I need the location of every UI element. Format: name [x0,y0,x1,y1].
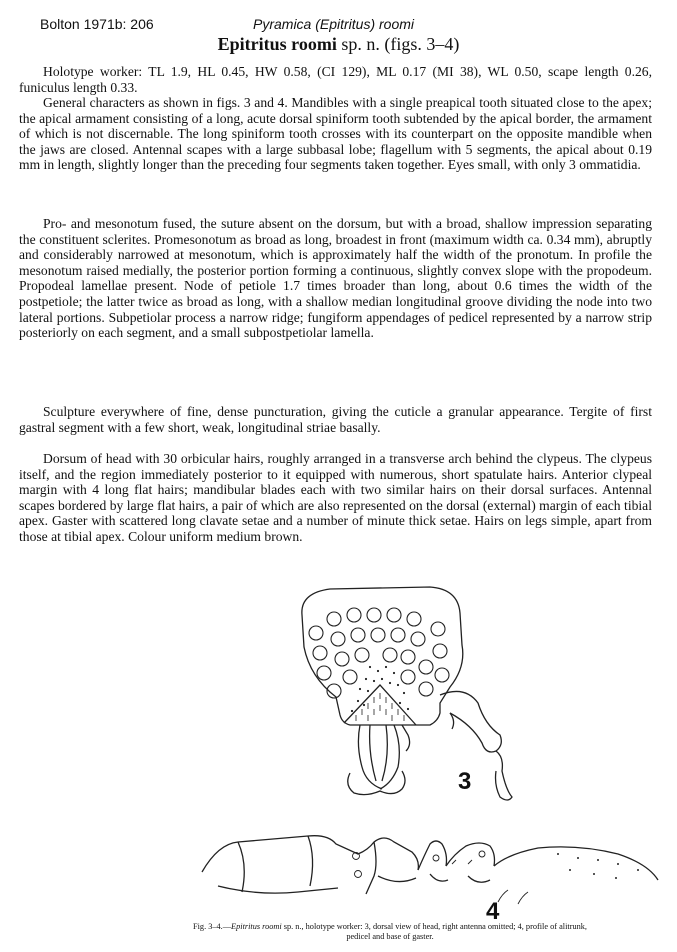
figure-4-alitrunk-drawing [198,814,666,914]
figure-4-label: 4 [486,898,500,925]
figure-caption [180,922,600,941]
citation-header: Bolton 1971b: 206 [40,16,154,32]
caption-prefix: Fig. 3–4.— [193,922,232,931]
figure-3-label: 3 [458,768,472,795]
species-title-rest: sp. n. (figs. 3–4) [336,34,460,54]
caption-species: Epitritus roomi [231,922,282,931]
species-name: Epitritus roomi [217,34,337,54]
paragraph-pilosity: Dorsum of head with 30 orbicular hairs, roughly arranged in a transverse arch behind the clypeus. The clypeus itself, and the region immediately posterior to it equipped with numerous, short spatulate hairs. Anterior clypeal margin with 4 long flat hairs; mandibular blades each with two similar hairs on their dorsal surfaces. Antennal scapes bordered by large flat hairs, a pair of which are also represented on the dorsal (external) margin of each tibial apex. Gaster with scattered long clavate setae and a number of minute thick setae. Hairs on legs simple, apart from those at tibial apex. Colour uniform medium brown. [19,451,652,544]
figure-3-head-drawing [290,585,530,805]
paragraph-sculpture: Sculpture everywhere of fine, dense puncturation, giving the cuticle a granular appearance. Tergite of first gastral segment with a few short, weak, longitudinal striae basally. [19,404,652,435]
species-title [0,34,677,55]
taxon-header: Pyramica (Epitritus) roomi [253,16,415,32]
paragraph-general: General characters as shown in figs. 3 and 4. Mandibles with a single preapical tooth situated close to the apex; the apical armament consisting of a long, acute dorsal spiniform tooth subtended by the apical border, the armament of which is not discernable. The long spiniform tooth crosses with its counterpart on the opposite mandible when the jaws are closed. Antennal scapes with a large subbasal lobe; flagellum with 5 segments, the apical about 0.19 mm in length, slightly longer than the preceding four segments taken together. Eyes small, with only 3 ommatidia. [19,95,652,173]
caption-text: sp. n., holotype worker: 3, dorsal view of head, right antenna omitted; 4, profile of alitrunk, pedicel and base of gaster. [281,922,587,941]
paragraph-alitrunk: Pro- and mesonotum fused, the suture absent on the dorsum, but with a broad, shallow impression separating the constituent sclerites. Promesonotum as broad as long, broadest in front (maximum width ca. 0.34 mm), abruptly and considerably narrowed at mesonotum, which is approximately half the width of the pronotum. In profile the mesonotum raised medially, the posterior portion forming a continuous, slightly convex slope with the propodeum. Propodeal lamellae present. Node of petiole 1.7 times broader than long, about 0.6 times the width of the postpetiole; the latter twice as broad as long, with a shallow median longitudinal groove dividing the node into two lateral portions. Subpetiolar process a narrow ridge; fungiform appendages of pedicel represented by a narrow strip posteriorly on each segment, and a small subpostpetiolar lamella. [19,216,652,341]
paragraph-holotype: Holotype worker: TL 1.9, HL 0.45, HW 0.58, (CI 129), ML 0.17 (MI 38), WL 0.50, scape length 0.26, funiculus length 0.33. [19,64,652,95]
